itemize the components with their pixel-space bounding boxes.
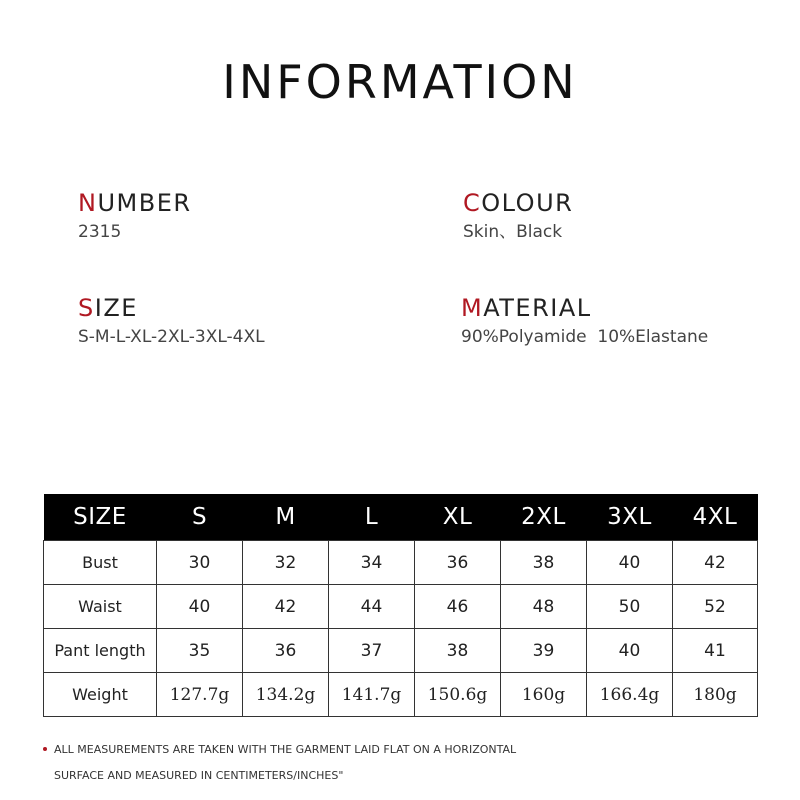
header-cell: XL (415, 494, 501, 541)
note-text-1: ALL MEASUREMENTS ARE TAKEN WITH THE GARMENT LAID FLAT ON A HORIZONTAL (54, 743, 517, 756)
page-title: INFORMATION (222, 55, 578, 109)
info-material (461, 293, 781, 349)
table-cell: 46 (415, 585, 501, 629)
bullet-icon (43, 747, 47, 751)
table-cell: 34 (329, 541, 415, 585)
table-row (44, 673, 758, 717)
table-cell: 41 (673, 629, 758, 673)
table-cell: 39 (501, 629, 587, 673)
header-cell: 4XL (673, 494, 758, 541)
table-cell: 36 (243, 629, 329, 673)
number-value: 2315 (78, 222, 122, 242)
info-number (78, 188, 398, 244)
table-cell: 50 (587, 585, 673, 629)
table-cell: 37 (329, 629, 415, 673)
table-cell: 36 (415, 541, 501, 585)
row-label: Bust (44, 541, 157, 585)
table-cell: 166.4g (587, 673, 673, 717)
size-label-initial: S (78, 294, 95, 322)
table-cell: 35 (157, 629, 243, 673)
material-label-initial: M (461, 294, 484, 322)
table-cell: 141.7g (329, 673, 415, 717)
colour-label-rest: OLOUR (481, 189, 574, 217)
row-label: Weight (44, 673, 157, 717)
header-cell: M (243, 494, 329, 541)
table-row (44, 585, 758, 629)
table-cell: 38 (501, 541, 587, 585)
table-cell: 32 (243, 541, 329, 585)
size-label (78, 293, 398, 323)
table-header-row (44, 494, 758, 541)
table-cell: 134.2g (243, 673, 329, 717)
material-label-rest: ATERIAL (483, 294, 592, 322)
header-cell: 3XL (587, 494, 673, 541)
info-size (78, 293, 398, 349)
table-cell: 40 (157, 585, 243, 629)
table-cell: 160g (501, 673, 587, 717)
colour-value: Skin、Black (463, 222, 563, 242)
note-line-2 (43, 763, 763, 789)
table-cell: 40 (587, 629, 673, 673)
table-row (44, 541, 758, 585)
table-row (44, 629, 758, 673)
table-cell: 44 (329, 585, 415, 629)
info-colour (463, 188, 783, 244)
table-cell: 40 (587, 541, 673, 585)
size-label-rest: IZE (94, 294, 138, 322)
table-cell: 150.6g (415, 673, 501, 717)
header-cell: 2XL (501, 494, 587, 541)
size-chart-table (43, 494, 758, 717)
header-cell: L (329, 494, 415, 541)
table-cell: 52 (673, 585, 758, 629)
table-cell: 48 (501, 585, 587, 629)
table-cell: 42 (243, 585, 329, 629)
table-cell: 30 (157, 541, 243, 585)
note-text-2: SURFACE AND MEASURED IN CENTIMETERS/INCHES" (54, 769, 344, 782)
number-label (78, 188, 398, 218)
number-label-initial: N (78, 189, 98, 217)
table-cell: 42 (673, 541, 758, 585)
table-cell: 180g (673, 673, 758, 717)
header-cell: S (157, 494, 243, 541)
row-label: Pant length (44, 629, 157, 673)
number-label-rest: UMBER (97, 189, 192, 217)
size-value: S-M-L-XL-2XL-3XL-4XL (78, 327, 265, 347)
row-label: Waist (44, 585, 157, 629)
measurement-note (43, 737, 763, 789)
colour-label-initial: C (463, 189, 482, 217)
material-label (461, 293, 781, 323)
colour-label (463, 188, 783, 218)
material-value: 90%Polyamide 10%Elastane (461, 327, 709, 347)
note-line-1 (43, 737, 763, 763)
header-cell: SIZE (44, 494, 157, 541)
table-cell: 127.7g (157, 673, 243, 717)
table-cell: 38 (415, 629, 501, 673)
